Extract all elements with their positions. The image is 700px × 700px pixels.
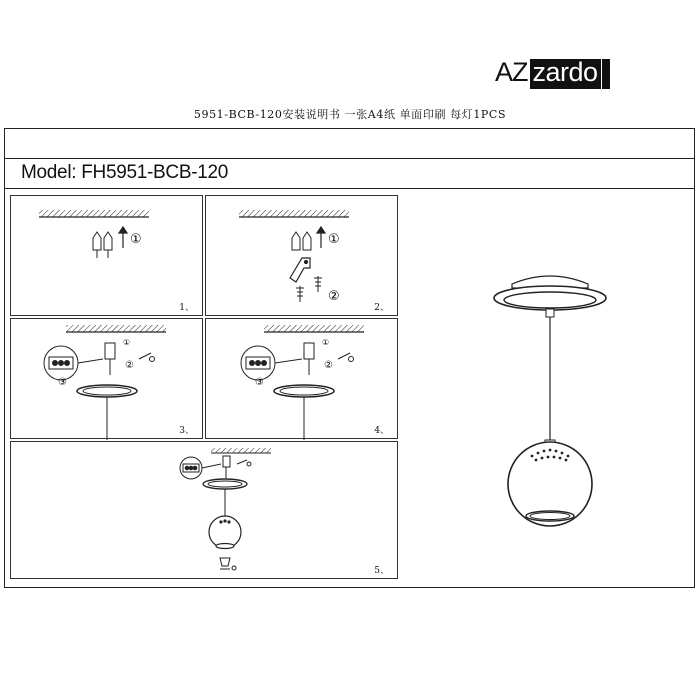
step-2-diagram [206, 196, 399, 317]
callout-1: ① [130, 232, 142, 247]
step-number: 3、 [179, 426, 194, 436]
step-number: 5、 [374, 566, 389, 576]
terminal-block-icon [180, 457, 221, 479]
ceiling-hatch [239, 210, 349, 217]
callout-1: ① [328, 232, 340, 247]
step-5-diagram [11, 442, 399, 580]
model-label: Model: [21, 162, 77, 183]
screw-icon [139, 353, 155, 362]
mounting-bracket-icon [223, 456, 251, 478]
step-4-panel [205, 318, 398, 439]
callout-2: ② [125, 360, 134, 371]
ceiling-hatch [264, 325, 364, 332]
terminal-block-icon [241, 346, 302, 380]
ceiling-canopy-icon [77, 385, 137, 397]
step-3-diagram [11, 319, 204, 440]
ceiling-hatch [39, 210, 149, 217]
brand-logo-mark [602, 59, 610, 89]
step-number: 4、 [374, 426, 389, 436]
screw-icon [296, 276, 322, 302]
pendant-lamp-illustration [470, 270, 630, 540]
step-number: 2、 [374, 303, 389, 313]
document-caption: 5951-BCB-120安装说明书 一张A4纸 单面印刷 每灯1PCS [193, 108, 507, 121]
brand-logo-part2: zardo [530, 59, 601, 89]
terminal-block-icon [44, 346, 103, 380]
globe-shade-icon [508, 442, 592, 526]
globe-shade-icon [209, 516, 241, 549]
step-number: 1、 [179, 303, 194, 313]
step-5-panel [10, 441, 398, 579]
ceiling-hatch [66, 325, 166, 332]
callout-1: ① [322, 338, 330, 347]
model-number: FH5951-BCB-120 [81, 162, 229, 183]
callout-2: ② [328, 289, 340, 304]
model-title [21, 162, 228, 184]
ceiling-canopy-icon [274, 385, 334, 397]
step-2-panel [205, 195, 398, 316]
header-band [5, 129, 694, 159]
brand-logo [493, 59, 610, 89]
step-1-panel [10, 195, 203, 316]
step-3-panel [10, 318, 203, 439]
ceiling-hatch [211, 448, 271, 453]
wall-anchor-icon [93, 232, 112, 258]
callout-3: ③ [58, 377, 67, 388]
screw-icon [338, 353, 354, 362]
step-1-diagram [11, 196, 204, 317]
brand-logo-part1: AZ [495, 57, 528, 87]
arrow-up-icon [119, 227, 127, 248]
model-row [5, 158, 694, 189]
ceiling-canopy-icon [203, 479, 247, 489]
bulb-icon [220, 558, 236, 570]
callout-1: ① [123, 338, 131, 347]
mounting-bracket-icon [290, 258, 310, 282]
mounting-bracket-icon [304, 343, 314, 375]
callout-3: ③ [255, 377, 264, 388]
mounting-bracket-icon [105, 343, 115, 375]
callout-2: ② [324, 360, 333, 371]
step-4-diagram [206, 319, 399, 440]
arrow-up-icon [317, 227, 325, 248]
ceiling-canopy-icon [494, 276, 606, 310]
wall-anchor-icon [292, 232, 311, 250]
cable-clamp [546, 309, 554, 317]
